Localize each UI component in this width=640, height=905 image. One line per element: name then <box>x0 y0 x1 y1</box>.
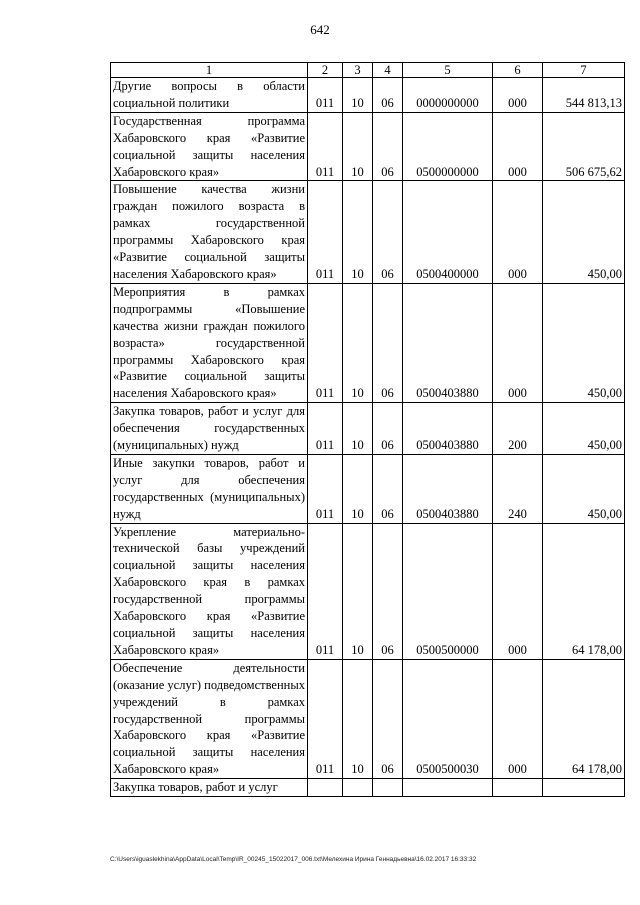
cell-section: 10 <box>343 181 373 283</box>
cell-section: 10 <box>343 403 373 455</box>
row-name: Закупка товаров, работ и услуг для обеспечения государственных (муниципальных) нужд <box>111 403 308 455</box>
cell-subsection: 06 <box>373 181 403 283</box>
cell-expense-type: 000 <box>493 659 543 778</box>
cell-amount: 64 178,00 <box>543 659 625 778</box>
cell-expense-type: 000 <box>493 78 543 113</box>
table-row <box>111 779 625 797</box>
cell-subsection: 06 <box>373 78 403 113</box>
cell-subsection: 06 <box>373 659 403 778</box>
cell-ministry: 011 <box>308 181 343 283</box>
row-name: Государственная программа Хабаровского края «Развитие социальной защиты населения Хабаровского края» <box>111 112 308 181</box>
cell-amount: 450,00 <box>543 403 625 455</box>
cell-target-article: 0500000000 <box>403 112 493 181</box>
cell-target-article: 0500400000 <box>403 181 493 283</box>
cell-target-article: 0000000000 <box>403 78 493 113</box>
cell-section <box>343 779 373 797</box>
row-name: Закупка товаров, работ и услуг <box>111 779 308 797</box>
cell-expense-type: 000 <box>493 181 543 283</box>
column-header-4: 4 <box>373 63 403 78</box>
row-name: Укрепление материально-технической базы учреждений социальной защиты населения Хабаровского края в рамках государственной программы Хабаровского края «Развитие социальной защиты населения Хабаровского края» <box>111 523 308 659</box>
table-row <box>111 403 625 455</box>
budget-table <box>110 62 625 797</box>
cell-expense-type: 000 <box>493 523 543 659</box>
page-number: 642 <box>310 22 330 37</box>
cell-subsection: 06 <box>373 403 403 455</box>
cell-section: 10 <box>343 659 373 778</box>
column-header-2: 2 <box>308 63 343 78</box>
table-row <box>111 659 625 778</box>
cell-ministry <box>308 779 343 797</box>
cell-amount: 544 813,13 <box>543 78 625 113</box>
cell-amount: 450,00 <box>543 454 625 523</box>
cell-ministry: 011 <box>308 454 343 523</box>
table-row <box>111 454 625 523</box>
cell-section: 10 <box>343 454 373 523</box>
cell-target-article: 0500403880 <box>403 454 493 523</box>
file-path-footer: C:\Users\iguaslekhina\AppData\Local\Temp\IR_00245_15022017_006.txt\Мелехина Ирина Геннадьевна\16.02.2017 16:33:32 <box>110 856 477 863</box>
cell-ministry: 011 <box>308 78 343 113</box>
table-row <box>111 181 625 283</box>
row-name: Повышение качества жизни граждан пожилого возраста в рамках государственной программы Хабаровского края «Развитие социальной защиты населения Хабаровского края» <box>111 181 308 283</box>
column-header-6: 6 <box>493 63 543 78</box>
column-header-5: 5 <box>403 63 493 78</box>
cell-section: 10 <box>343 523 373 659</box>
cell-expense-type: 200 <box>493 403 543 455</box>
cell-subsection: 06 <box>373 283 403 402</box>
cell-section: 10 <box>343 78 373 113</box>
cell-amount: 450,00 <box>543 283 625 402</box>
row-name: Мероприятия в рамках подпрограммы «Повышение качества жизни граждан пожилого возраста» государственной программы Хабаровского края «Развитие социальной защиты населения Хабаровского края» <box>111 283 308 402</box>
cell-section: 10 <box>343 283 373 402</box>
cell-target-article: 0500403880 <box>403 403 493 455</box>
cell-target-article: 0500500030 <box>403 659 493 778</box>
cell-subsection: 06 <box>373 112 403 181</box>
cell-ministry: 011 <box>308 112 343 181</box>
cell-amount: 506 675,62 <box>543 112 625 181</box>
table-header-row <box>111 63 625 78</box>
cell-ministry: 011 <box>308 523 343 659</box>
cell-section: 10 <box>343 112 373 181</box>
cell-ministry: 011 <box>308 659 343 778</box>
row-name: Обеспечение деятельности (оказание услуг) подведомственных учреждений в рамках государственной программы Хабаровского края «Развитие социальной защиты населения Хабаровского края» <box>111 659 308 778</box>
table-row <box>111 283 625 402</box>
cell-amount <box>543 779 625 797</box>
cell-subsection: 06 <box>373 523 403 659</box>
cell-expense-type: 240 <box>493 454 543 523</box>
column-header-3: 3 <box>343 63 373 78</box>
cell-expense-type <box>493 779 543 797</box>
cell-ministry: 011 <box>308 283 343 402</box>
cell-subsection <box>373 779 403 797</box>
cell-subsection: 06 <box>373 454 403 523</box>
table-row <box>111 523 625 659</box>
cell-amount: 450,00 <box>543 181 625 283</box>
table-row <box>111 78 625 113</box>
cell-target-article: 0500500000 <box>403 523 493 659</box>
table-row <box>111 112 625 181</box>
row-name: Иные закупки товаров, работ и услуг для обеспечения государственных (муниципальных) нужд <box>111 454 308 523</box>
column-header-1: 1 <box>111 63 308 78</box>
cell-expense-type: 000 <box>493 112 543 181</box>
cell-amount: 64 178,00 <box>543 523 625 659</box>
cell-expense-type: 000 <box>493 283 543 402</box>
column-header-7: 7 <box>543 63 625 78</box>
cell-target-article <box>403 779 493 797</box>
cell-ministry: 011 <box>308 403 343 455</box>
cell-target-article: 0500403880 <box>403 283 493 402</box>
row-name: Другие вопросы в области социальной политики <box>111 78 308 113</box>
